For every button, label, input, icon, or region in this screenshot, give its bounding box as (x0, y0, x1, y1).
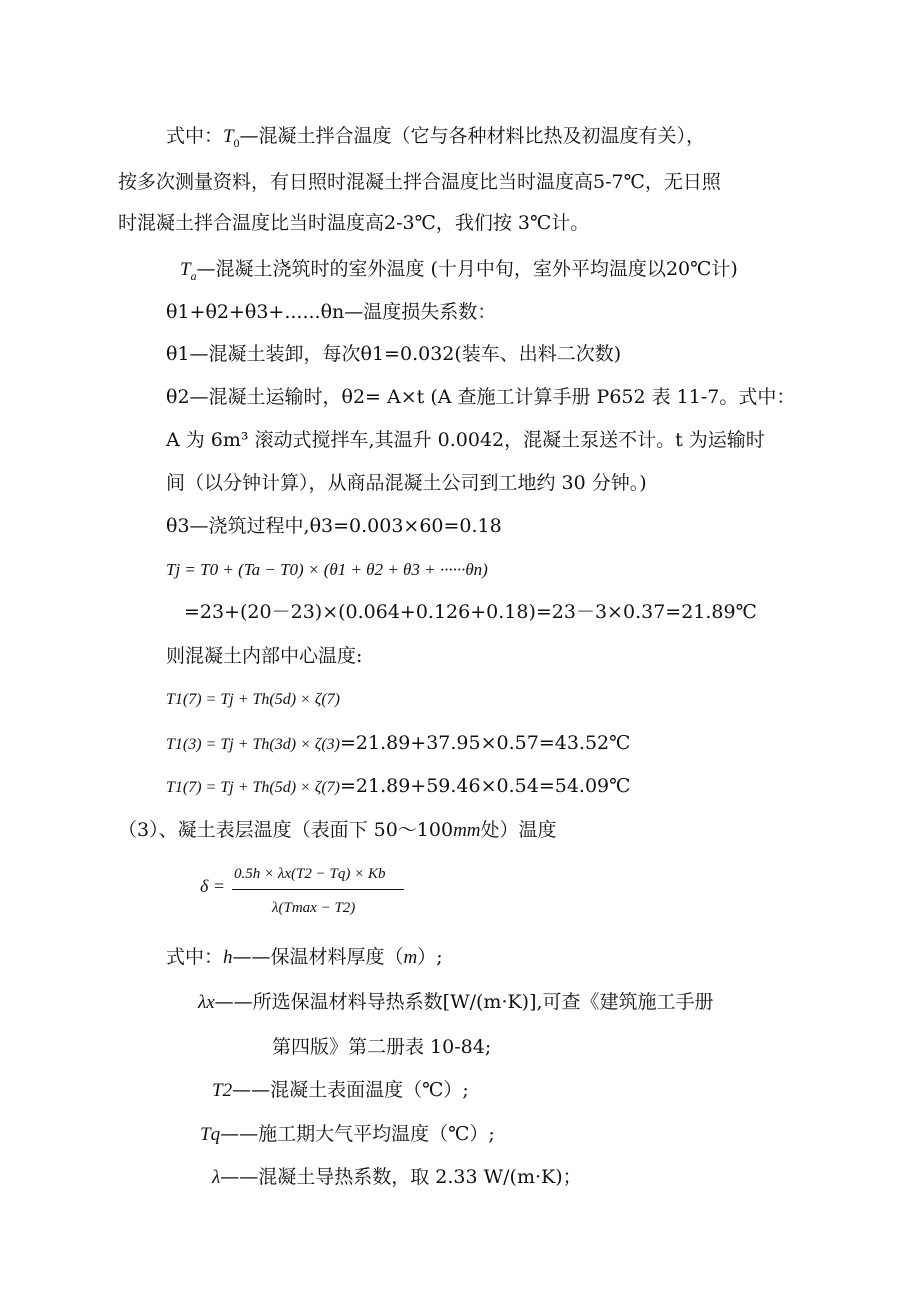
label-shizhong: 式中： (166, 125, 224, 147)
center-formula-3-line (166, 774, 630, 800)
paragraph-line-2: 按多次测量资料，有日照时混凝土拌合温度比当时温度高5-7℃，无日照 (118, 171, 721, 193)
subscript-0: 0 (233, 136, 240, 150)
symbol-T: T (223, 126, 234, 147)
lambda-x-continuation: 第四版》第二册表 10-84; (272, 1036, 492, 1058)
fraction-denominator: λ(Tmax − T2) (272, 900, 356, 916)
symbol-h: h (223, 947, 233, 968)
center-formula-2: T1(3) = Tj + Th(3d) × ζ(3) (166, 736, 340, 753)
h-definition-line (166, 945, 443, 970)
lambda-description: ——混凝土导热系数，取 2.33 W/(m·K)； (220, 1166, 582, 1188)
heading-text: （3）、凝土表层温度（表面下 50～100 (118, 819, 454, 841)
h-description: ——保温材料厚度（ (232, 946, 404, 968)
surface-temp-heading (118, 818, 557, 843)
symbol-lambda: λ (212, 1167, 221, 1188)
ta-definition-line (180, 257, 738, 282)
ta-temperature: 20℃计) (665, 258, 738, 280)
theta2-cont-line-1: A 为 6m³ 滚动式搅拌车,其温升 0.0042，混凝土泵送不计。t 为运输时 (166, 429, 765, 451)
tq-definition-line (200, 1122, 495, 1147)
center-formula-2-line (166, 731, 630, 757)
t2-definition-line (212, 1078, 469, 1103)
tq-description: ——施工期大气平均温度（℃）; (220, 1123, 495, 1145)
theta2-line: θ2—混凝土运输时，θ2= A×t (A 查施工计算手册 P652 表 11-7。式中： (166, 386, 796, 408)
ta-description: —混凝土浇筑时的室外温度 (十月中旬，室外平均温度以 (196, 258, 666, 280)
center-formula-3: T1(7) = Tj + Th(5d) × ζ(7) (166, 779, 340, 796)
lambda-x-definition-line (198, 990, 714, 1015)
heading-text-tail: 处）温度 (480, 819, 557, 841)
theta1-line: θ1—混凝土装卸，每次θ1=0.032(装车、出料二次数) (166, 343, 622, 365)
center-formula-3-value: =21.89+59.46×0.54=54.09℃ (339, 775, 631, 797)
symbol-Tq: Tq (200, 1124, 221, 1145)
subscript-a: a (190, 269, 197, 283)
theta3-line: θ3—浇筑过程中,θ3=0.003×60=0.18 (166, 515, 502, 537)
t0-description: —混凝土拌合温度（它与各种材料比热及初温度有关）， (239, 125, 705, 147)
unit-m: m (403, 947, 418, 968)
delta-symbol: δ = (200, 876, 226, 896)
fraction-bar (232, 889, 404, 890)
tj-result: =23+(20－23)×(0.064+0.126+0.18)=23－3×0.37=21.89℃ (184, 601, 757, 623)
symbol-lambda-x: λx (198, 992, 215, 1013)
unit-mm: mm (453, 820, 481, 841)
center-formula-2-value: =21.89+37.95×0.57=43.52℃ (339, 732, 631, 754)
theta2-cont-line-2: 间（以分钟计算），从商品混凝土公司到工地约 30 分钟。) (166, 472, 647, 494)
fraction-numerator: 0.5h × λx(T2 − Tq) × Kb (234, 866, 386, 882)
h-description-tail: ）; (417, 946, 443, 968)
tj-formula: Tj = T0 + (Ta − T0) × (θ1 + θ2 + θ3 + ······θn) (166, 560, 488, 579)
label-shizhong-2: 式中： (166, 946, 224, 968)
t0-definition-line (166, 124, 705, 149)
symbol-Ta: T (180, 259, 191, 280)
t2-description: ——混凝土表面温度（℃）; (232, 1079, 469, 1101)
center-formula-1: T1(7) = Tj + Th(5d) × ζ(7) (166, 691, 340, 708)
lambda-definition-line (212, 1165, 582, 1190)
center-temp-intro: 则混凝土内部中心温度: (166, 645, 363, 667)
lambda-x-description: ——所选保温材料导热系数[W/(m·K)],可查《建筑施工手册 (214, 991, 714, 1013)
paragraph-line-3: 时混凝土拌合温度比当时温度高2-3℃，我们按 3℃计。 (118, 212, 590, 234)
theta-sum-line: θ1+θ2+θ3+......θn—温度损失系数： (166, 301, 497, 323)
symbol-T2: T2 (212, 1080, 233, 1101)
